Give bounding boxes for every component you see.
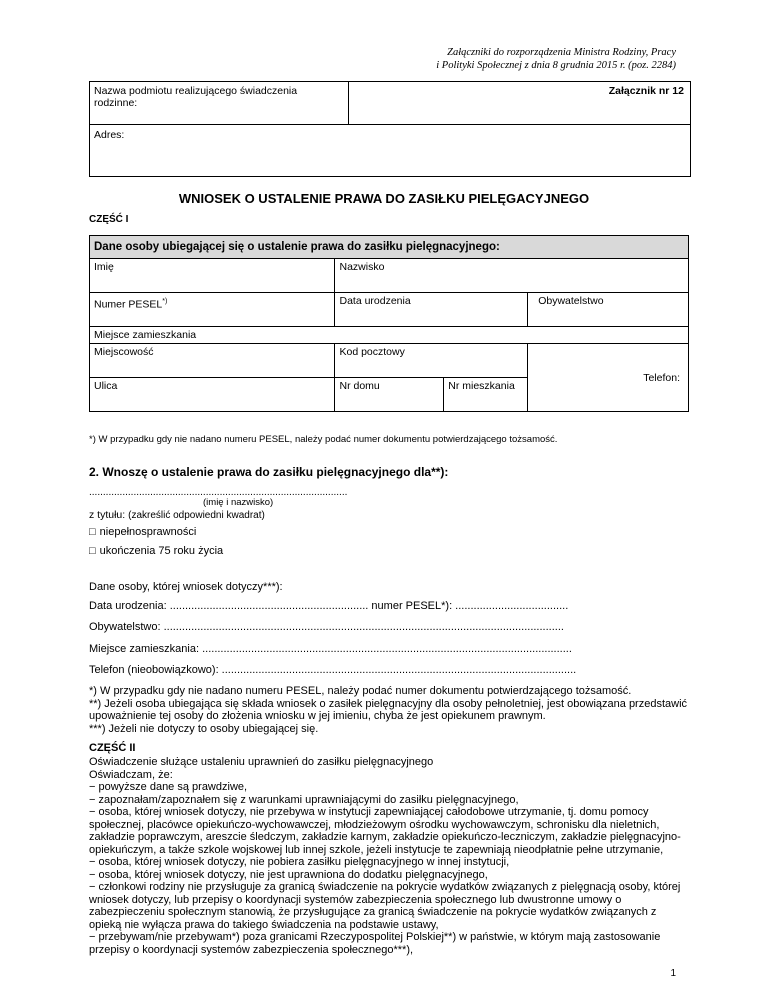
house-number-field[interactable]	[335, 378, 444, 412]
city-label: Miejscowość	[94, 346, 154, 358]
declaration-item: − osoba, której wniosek dotyczy, nie jest uprawniona do dodatku pielęgnacyjnego,	[89, 868, 488, 881]
entity-box-hline	[90, 124, 690, 125]
name-caption: (imię i nazwisko)	[203, 497, 274, 508]
pesel-label: Numer PESEL	[94, 298, 163, 311]
declaration-item: − przebywam/nie przebywam*) poza granicami Rzeczypospolitej Polskiej**) w państwie, w którym mają zastosowanie przepisy o koordynacji systemów zabezpieczenia społecznego***),	[89, 931, 661, 956]
option-disability[interactable]	[89, 526, 196, 538]
first-name-field[interactable]	[90, 259, 335, 293]
section2-heading: 2. Wnoszę o ustalenie prawa do zasiłku pielęgnacyjnego dla**):	[89, 465, 449, 479]
house-number-label: Nr domu	[339, 380, 380, 392]
reason-row	[89, 509, 265, 521]
last-name-field[interactable]	[335, 259, 689, 293]
citizenship-label: Obywatelstwo	[538, 295, 604, 307]
phone-label: Telefon:	[643, 371, 680, 384]
birth-pesel-line[interactable]: Data urodzenia: ................................................................. numer PESEL*): .....................................	[89, 600, 569, 612]
flat-number-label: Nr mieszkania	[448, 380, 515, 392]
section2-notes	[89, 685, 689, 735]
last-name-label: Nazwisko	[339, 261, 385, 273]
phone-line[interactable]: Telefon (nieobowiązkowo): ....................................................................................................................	[89, 664, 577, 676]
entity-box-divider	[348, 82, 349, 124]
residence-line[interactable]: Miejsce zamieszkania: .........................................................................................................................	[89, 643, 572, 655]
phone-field[interactable]	[528, 344, 689, 412]
entity-name-label: Nazwa podmiotu realizującego świadczenia rodzinne:	[94, 85, 298, 109]
declaration-item: − osoba, której wniosek dotyczy, nie pobiera zasiłku pielęgnacyjnego w innej instytucji,	[89, 856, 510, 868]
applicant-table-heading: Dane osoby ubiegającej się o ustalenie prawa do zasiłku pielęgnacyjnego:	[90, 236, 689, 259]
citizenship-line[interactable]: Obywatelstwo: ...................................................................................................................................	[89, 621, 564, 633]
option-age75[interactable]	[89, 545, 223, 557]
part1-heading: CZĘŚĆ I	[89, 214, 129, 225]
entity-address-label: Adres:	[94, 129, 125, 141]
declaration-item: − członkowi rodziny nie przysługuje za granicą świadczenie na pokrycie wydatków związanych z pielęgnacją osoby, której wniosek dotyczy, lub przepisy o koordynacji systemów zabezpieczenia społecznego lub dwustronne umowy o zabezpieczeniu społecznym stanowią, że przysługujące za granicą świadczenie na pokrycie wydatków związanych z opieką nie wyłącza prawa do takiego świadczenia na podstawie ustawy,	[89, 881, 681, 931]
page-number: 1	[670, 968, 676, 979]
applicant-data-table	[89, 235, 689, 412]
birth-date-field[interactable]	[335, 293, 528, 327]
regulation-reference	[436, 46, 676, 72]
beneficiary-name-line[interactable]: .............................................................................................	[89, 487, 348, 498]
person-data-label: Dane osoby, której wniosek dotyczy***):	[89, 581, 283, 593]
regulation-line-2: i Polityki Społecznej z dnia 8 grudnia 2015 r. (poz. 2284)	[436, 60, 676, 71]
note-1: *) W przypadku gdy nie nadano numeru PESEL, należy podać numer dokumentu potwierdzającego tożsamość.	[89, 685, 632, 697]
checkbox-icon[interactable]: □	[89, 545, 96, 557]
option-age75-label: ukończenia 75 roku życia	[99, 545, 224, 557]
declaration-item: − powyższe dane są prawdziwe,	[89, 781, 248, 793]
checkbox-icon[interactable]: □	[89, 526, 96, 538]
option-disability-label: niepełnosprawności	[99, 526, 197, 538]
flat-number-field[interactable]	[444, 378, 528, 412]
street-label: Ulica	[94, 380, 118, 392]
note-3: ***) Jeżeli nie dotyczy to osoby ubiegającej się.	[89, 722, 319, 735]
citizenship-field[interactable]	[528, 293, 689, 327]
reason-hint: (zakreślić odpowiedni kwadrat)	[128, 510, 265, 521]
form-title: WNIOSEK O USTALENIE PRAWA DO ZASIŁKU PIELĘGACYJNEGO	[178, 191, 590, 206]
note-2: **) Jeżeli osoba ubiegająca się składa wniosek o zasiłek pielęgnacyjny dla osoby pełnoletniej, jest obowiązana przedstawić upoważnienie tej osoby do złożenia wniosku w jej imieniu, chyba że jest opiekunem prawnym.	[89, 697, 688, 722]
part2-heading: CZĘŚĆ II	[89, 742, 136, 754]
pesel-footnote-mark: *)	[162, 298, 168, 305]
entity-box	[89, 81, 691, 177]
part2-body	[89, 756, 689, 956]
part2-subtitle: Oświadczenie służące ustaleniu uprawnień do zasiłku pielęgnacyjnego	[89, 756, 434, 768]
regulation-line-1: Załączniki do rozporządzenia Ministra Rodziny, Pracy	[447, 47, 676, 58]
declaration-item: − zapoznałam/zapoznałem się z warunkami uprawniającymi do zasiłku pielęgnacyjnego,	[89, 793, 519, 806]
declaration-item: − osoba, której wniosek dotyczy, nie przebywa w instytucji zapewniającej całodobowe utrzymanie, tj. domu pomocy społecznej, placówce opiekuńczo-wychowawczej, młodzieżowym ośrodku wychowawczym, schronisku dla nieletnich, zakładzie poprawczym, areszcie śledczym, zakładzie karnym, zakładzie opiekuńczo-leczniczym, zakładzie pielęgnacyjno-opiekuńczym, a także szkole wojskowej lub innej szkole, jeżeli instytucje te zapewniają nieodpłatnie pełne utrzymanie,	[89, 806, 681, 856]
street-field[interactable]	[90, 378, 335, 412]
pesel-footnote: *) W przypadku gdy nie nadano numeru PESEL, należy podać numer dokumentu potwierdzającego tożsamość.	[89, 434, 558, 445]
part2-intro: Oświadczam, że:	[89, 768, 173, 781]
postal-code-label: Kod pocztowy	[339, 346, 405, 358]
city-field[interactable]	[90, 344, 335, 378]
annex-number: Załącznik nr 12	[608, 85, 684, 97]
first-name-label: Imię	[94, 261, 114, 273]
birth-date-label: Data urodzenia	[339, 295, 411, 307]
residence-heading: Miejsce zamieszkania	[90, 327, 689, 344]
postal-code-field[interactable]	[335, 344, 528, 378]
reason-label: z tytułu:	[89, 509, 126, 521]
pesel-field[interactable]	[90, 293, 335, 327]
